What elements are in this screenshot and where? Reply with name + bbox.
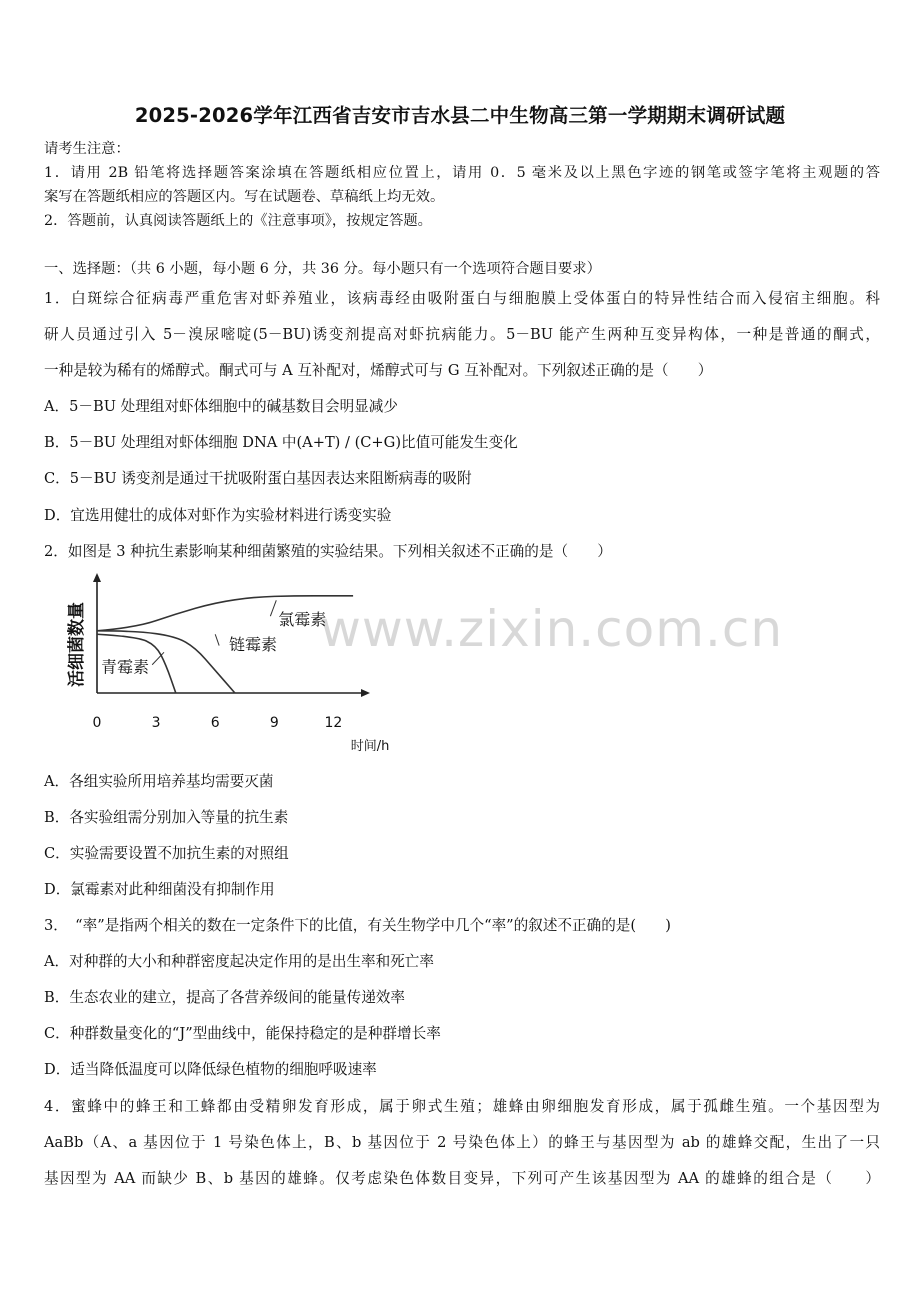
y-axis-arrow <box>93 573 101 582</box>
q3-option-c: C．种群数量变化的“J”型曲线中，能保持稳定的是种群增长率 <box>44 1025 441 1042</box>
q2-option-c: C．实验需要设置不加抗生素的对照组 <box>44 845 289 862</box>
notice-heading: 请考生注意： <box>44 141 130 157</box>
q3-option-d: D．适当降低温度可以降低绿色植物的细胞呼吸速率 <box>44 1061 377 1078</box>
x-tick-label: 0 <box>92 715 102 731</box>
q1-option-b: B．5－BU 处理组对虾体细胞 DNA 中(A+T) / (C+G)比值可能发生变化 <box>44 434 518 451</box>
q4-stem-line-3: 基因型为 AA 而缺少 B、b 基因的雄蜂。仅考虑染色体数目变异，下列可产生该基因型为 AA 的雄蜂的组合是（ ） <box>44 1170 880 1187</box>
x-axis-arrow <box>361 689 370 697</box>
bacteria-growth-chart <box>40 568 420 768</box>
series-label: 青霉素 <box>100 657 149 677</box>
x-tick-label: 3 <box>151 715 161 731</box>
notice-item-1-line-2: 案写在答题纸相应的答题区内。写在试题卷、草稿纸上均无效。 <box>44 189 445 205</box>
q2-option-d: D．氯霉素对此种细菌没有抑制作用 <box>44 881 275 898</box>
x-tick-label: 6 <box>210 715 220 731</box>
series-label-leader <box>270 600 276 616</box>
q3-option-a: A．对种群的大小和种群密度起决定作用的是出生率和死亡率 <box>44 953 434 970</box>
x-tick-label: 12 <box>324 715 343 731</box>
notice-item-1-line-1: 1．请用 2B 铅笔将选择题答案涂填在答题纸相应位置上，请用 0．5 毫米及以上黑色字迹的钢笔或签字笔将主观题的答 <box>44 165 880 181</box>
q1-option-c: C．5－BU 诱变剂是通过干扰吸附蛋白基因表达来阻断病毒的吸附 <box>44 470 472 487</box>
series-label: 氯霉素 <box>278 610 327 630</box>
exam-title: 2025-2026学年江西省吉安市吉水县二中生物高三第一学期期末调研试题 <box>134 104 786 127</box>
q1-stem-line-1: 1．白斑综合征病毒严重危害对虾养殖业，该病毒经由吸附蛋白与细胞膜上受体蛋白的特异性结合而入侵宿主细胞。科 <box>44 290 880 307</box>
x-tick-label: 9 <box>269 715 279 731</box>
x-axis-label: 时间/h <box>350 739 390 754</box>
q1-option-d: D．宜选用健壮的成体对虾作为实验材料进行诱变实验 <box>44 507 392 524</box>
section-heading: 一、选择题：（共 6 小题，每小题 6 分，共 36 分。每小题只有一个选项符合题目要求） <box>44 261 601 277</box>
q2-option-a: A．各组实验所用培养基均需要灭菌 <box>44 773 274 790</box>
q1-stem-line-2: 研人员通过引入 5－溴尿嘧啶(5－BU)诱变剂提高对虾抗病能力。5－BU 能产生两种互变异构体，一种是普通的酮式， <box>44 326 880 343</box>
y-axis-label: 活细菌数量 <box>67 602 87 687</box>
q4-stem-line-2: AaBb（A、a 基因位于 1 号染色体上，B、b 基因位于 2 号染色体上）的蜂王与基因型为 ab 的雄蜂交配，生出了一只 <box>44 1134 880 1151</box>
q1-stem-line-3: 一种是较为稀有的烯醇式。酮式可与 A 互补配对，烯醇式可与 G 互补配对。下列叙述正确的是（ ） <box>44 362 713 379</box>
q1-option-a: A．5－BU 处理组对虾体细胞中的碱基数目会明显减少 <box>44 398 398 415</box>
q4-stem-line-1: 4．蜜蜂中的蜂王和工蜂都由受精卵发育形成，属于卵式生殖；雄蜂由卵细胞发育形成，属于孤雌生殖。一个基因型为 <box>44 1098 880 1115</box>
q3-stem: 3． “率”是指两个相关的数在一定条件下的比值，有关生物学中几个“率”的叙述不正确的是( ) <box>44 917 671 934</box>
series-label: 链霉素 <box>228 635 278 655</box>
notice-item-2: 2．答题前，认真阅读答题纸上的《注意事项》，按规定答题。 <box>44 213 432 229</box>
q2-stem: 2．如图是 3 种抗生素影响某种细菌繁殖的实验结果。下列相关叙述不正确的是（ ） <box>44 543 612 560</box>
q3-option-b: B．生态农业的建立，提高了各营养级间的能量传递效率 <box>44 989 405 1006</box>
series-label-leader <box>215 634 219 645</box>
q2-option-b: B．各实验组需分别加入等量的抗生素 <box>44 809 289 826</box>
watermark: www.zixin.com.cn <box>320 600 784 658</box>
